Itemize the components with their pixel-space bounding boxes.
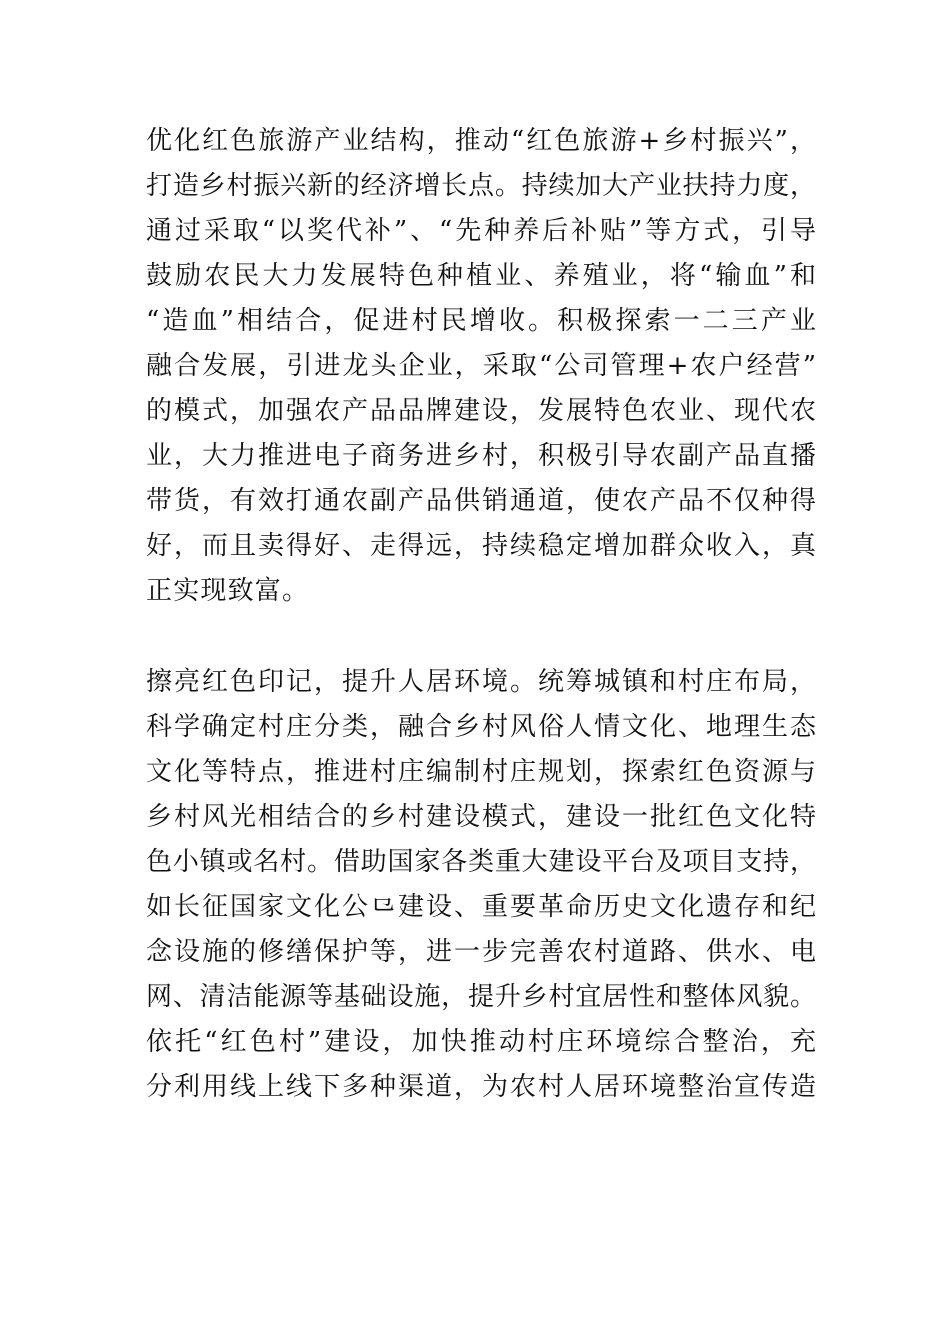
- text-line: 好，而且卖得好、走得远，持续稳定增加群众收入，真: [146, 531, 816, 561]
- text-line: “造血”相结合，促进村民增收。积极探索一二三产业: [146, 306, 816, 336]
- text-line: 色小镇或名村。借助国家各类重大建设平台及项目支持，: [146, 847, 816, 877]
- paragraph-red-tourism-industry: [146, 119, 816, 614]
- paragraph-living-environment: [146, 660, 816, 1110]
- text-line: 科学确定村庄分类，融合乡村风俗人情文化、地理生态: [146, 712, 816, 742]
- text-line: 打造乡村振兴新的经济增长点。持续加大产业扶持力度，: [146, 171, 816, 201]
- paragraph-spacer: [146, 614, 816, 660]
- text-line: 融合发展，引进龙头企业，采取“公司管理+农户经营”: [146, 351, 816, 381]
- text-line: 念设施的修缮保护等，进一步完善农村道路、供水、电: [146, 937, 816, 967]
- text-line: 的模式，加强农产品品牌建设，发展特色农业、现代农: [146, 396, 816, 426]
- text-line: 正实现致富。: [146, 576, 310, 606]
- text-line: 网、清洁能源等基础设施，提升乡村宜居性和整体风貌。: [146, 982, 816, 1012]
- text-line: 分利用线上线下多种渠道，为农村人居环境整治宣传造: [146, 1072, 816, 1102]
- text-line: 鼓励农民大力发展特色种植业、养殖业，将“输血”和: [146, 261, 816, 291]
- document-body: [146, 119, 816, 1110]
- text-line: 依托“红色村”建设，加快推动村庄环境综合整治，充: [146, 1027, 816, 1057]
- text-line: 业，大力推进电子商务进乡村，积极引导农副产品直播: [146, 441, 816, 471]
- text-line: 乡村风光相结合的乡村建设模式，建设一批红色文化特: [146, 802, 816, 832]
- text-line: 通过采取“以奖代补”、“先种养后补贴”等方式，引导: [146, 216, 816, 246]
- text-line: 带货，有效打通农副产品供销通道，使农产品不仅种得: [146, 486, 816, 516]
- text-line: 擦亮红色印记，提升人居环境。统筹城镇和村庄布局，: [146, 667, 816, 697]
- text-line: 优化红色旅游产业结构，推动“红色旅游+乡村振兴”，: [146, 126, 816, 156]
- text-line: 文化等特点，推进村庄编制村庄规划，探索红色资源与: [146, 757, 816, 787]
- text-line: 如长征国家文化公⺋建设、重要革命历史文化遗存和纪: [146, 892, 816, 922]
